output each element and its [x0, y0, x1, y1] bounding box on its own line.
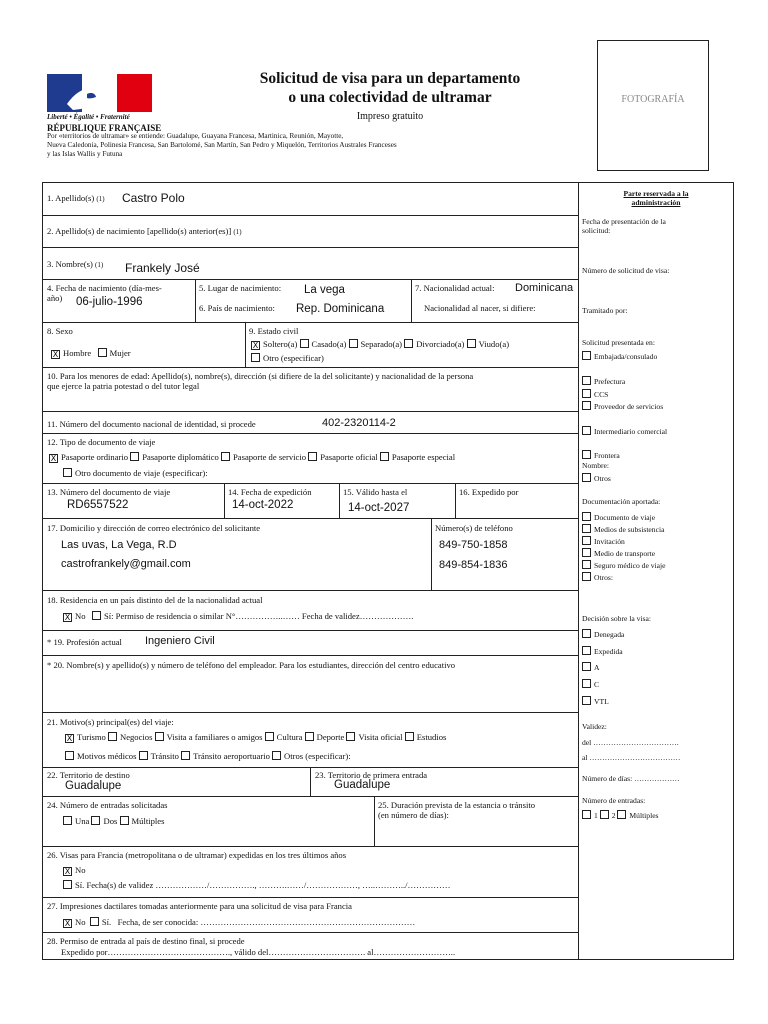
fingerprints-options: X No Sí. Fecha, de ser conocida: ………………………………………………………………… [64, 917, 416, 928]
field-26-label: 26. Visas para Francia (metropolitana o de ultramar) expedidas en los tres últimos años [47, 850, 347, 860]
page-title [220, 69, 560, 107]
single-checkbox[interactable]: X [252, 341, 259, 350]
admin-embassy-checkbox[interactable] [582, 351, 591, 360]
field-2-label: 2. Apellido(s) de nacimiento [apellido(s) anterior(es)] (1) [47, 226, 242, 236]
territories-note [47, 132, 397, 159]
territories-line-2: Nueva Caledonia, Polinesia Francesa, San Bartolomé, San Martín, San Pedro y Miquelón, Territorios Australes Franceses [47, 141, 397, 149]
admin-doc-means-checkbox[interactable] [582, 524, 591, 533]
admin-c-checkbox[interactable] [582, 679, 591, 688]
admin-ccs-checkbox[interactable] [582, 389, 591, 398]
sex-female-checkbox[interactable] [98, 348, 107, 357]
address-value[interactable]: Las uvas, La Vega, R.D [61, 539, 177, 551]
culture-checkbox[interactable] [265, 732, 274, 741]
other-status-label: Otro (especificar) [263, 353, 324, 363]
admin-doc-insurance-checkbox[interactable] [582, 560, 591, 569]
previous-visa-yes-checkbox[interactable] [63, 880, 72, 889]
admin-entries-1-checkbox[interactable] [582, 810, 591, 819]
medical-checkbox[interactable] [65, 751, 74, 760]
residence-yes-checkbox[interactable] [92, 611, 101, 620]
family-visit-checkbox[interactable] [155, 732, 164, 741]
republique-francaise-logo [47, 74, 162, 134]
admin-prefecture-checkbox[interactable] [582, 376, 591, 385]
field-18-label: 18. Residencia en un país distinto del de la nacionalidad actual [47, 595, 263, 605]
admin-vtl-checkbox[interactable] [582, 696, 591, 705]
previous-visa-no-checkbox[interactable]: X [64, 867, 71, 876]
field-16-label: 16. Expedido por [459, 487, 519, 497]
admin-doc-travel-checkbox[interactable] [582, 512, 591, 521]
admin-title: Parte reservada a la administración [623, 189, 689, 207]
admin-denied-checkbox[interactable] [582, 629, 591, 638]
official-passport-checkbox[interactable] [308, 452, 317, 461]
phone-1-value[interactable]: 849-750-1858 [439, 539, 508, 551]
residence-no-checkbox[interactable]: X [64, 613, 71, 622]
admin-submitted-label: Solicitud presentada en: [582, 338, 655, 347]
ordinary-passport-checkbox[interactable]: X [50, 454, 57, 463]
admin-entries-2-checkbox[interactable] [600, 810, 609, 819]
admin-entries-label: Número de entradas: [582, 796, 646, 805]
nationality-value[interactable]: Dominicana [515, 282, 574, 294]
document-type-options: X Pasaporte ordinario Pasaporte diplomático Pasaporte de servicio Pasaporte oficial Pasaporte especial [50, 452, 456, 463]
birth-date-value[interactable]: 06-julio-1996 [76, 296, 143, 308]
field-6-label: 6. País de nacimiento: [199, 303, 275, 313]
married-checkbox[interactable] [300, 339, 309, 348]
other-status-checkbox[interactable] [251, 353, 260, 362]
tourism-checkbox[interactable]: X [66, 734, 73, 743]
field-7-label: 7. Nacionalidad actual: [415, 283, 495, 293]
birth-country-value[interactable]: Rep. Dominicana [296, 303, 385, 315]
admin-doc-invite-checkbox[interactable] [582, 536, 591, 545]
admin-issued-checkbox[interactable] [582, 646, 591, 655]
admin-validity-from: del ……………………………. [582, 738, 679, 747]
nationality-birth-label: Nacionalidad al nacer, si difiere: [424, 303, 536, 313]
fingerprints-yes-checkbox[interactable] [90, 917, 99, 926]
photo-box [597, 40, 709, 171]
service-passport-checkbox[interactable] [221, 452, 230, 461]
surname-value[interactable]: Castro Polo [122, 191, 185, 205]
field-27-label: 27. Impresiones dactilares tomadas anteriormente para una solicitud de visa para Francia [47, 901, 352, 911]
civil-status-options: X Soltero(a) Casado(a) Separado(a) Divorciado(a) Viudo(a) [252, 339, 510, 350]
admin-validity-to: al ……………………………… [582, 753, 681, 762]
field-17-label: 17. Domicilio y dirección de correo electrónico del solicitante [47, 523, 261, 533]
field-15-label: 15. Válido hasta el [343, 487, 408, 497]
field-11-label: 11. Número del documento nacional de identidad, si procede [47, 419, 256, 429]
field-23-label: 23. Territorio de primera entrada [315, 770, 428, 780]
field-9-label: 9. Estado civil [249, 326, 299, 336]
admin-a-checkbox[interactable] [582, 662, 591, 671]
admin-provider-checkbox[interactable] [582, 401, 591, 410]
admin-intermediary-checkbox[interactable] [582, 426, 591, 435]
destination-value[interactable]: Guadalupe [65, 780, 122, 792]
admin-entries-multiple-checkbox[interactable] [617, 810, 626, 819]
transit-checkbox[interactable] [139, 751, 148, 760]
field-3-label: 3. Nombre(s) (1) [47, 259, 104, 269]
field-13-label: 13. Número del documento de viaje [47, 487, 171, 497]
admin-doc-other-checkbox[interactable] [582, 572, 591, 581]
business-checkbox[interactable] [108, 732, 117, 741]
issue-date-value[interactable]: 14-oct-2022 [232, 499, 294, 511]
divorced-checkbox[interactable] [404, 339, 413, 348]
admin-others-checkbox[interactable] [582, 473, 591, 482]
passport-number-value[interactable]: RD6557522 [67, 499, 129, 511]
residence-options: X No Sí: Permiso de residencia o similar N°……………..…… Fecha de validez………………. [64, 611, 414, 622]
purpose-options-row-1: X Turismo Negocios Visita a familiares o amigos Cultura Deporte Visita oficial Estudios [66, 732, 447, 743]
entries-multiple-checkbox[interactable] [120, 816, 129, 825]
diplomatic-passport-checkbox[interactable] [130, 452, 139, 461]
field-12-label: 12. Tipo de documento de viaje [47, 437, 156, 447]
other-document-label: Otro documento de viaje (especificar): [75, 468, 208, 478]
admin-handled-label: Tramitado por: [582, 306, 628, 315]
field-25-label: 25. Duración prevista de la estancia o tránsito (en número de días): [378, 800, 536, 820]
studies-checkbox[interactable] [405, 732, 414, 741]
field-14-label: 14. Fecha de expedición [228, 487, 312, 497]
given-names-value[interactable]: Frankely José [125, 261, 200, 275]
other-purpose-checkbox[interactable] [272, 751, 281, 760]
sex-male-checkbox[interactable]: X [52, 350, 59, 359]
separated-checkbox[interactable] [349, 339, 358, 348]
other-document-checkbox[interactable] [63, 468, 72, 477]
marianne-emblem-icon [47, 74, 152, 112]
field-1-label: 1. Apellido(s) (1) [47, 193, 105, 203]
birth-place-value[interactable]: La vega [304, 284, 345, 296]
airport-transit-checkbox[interactable] [181, 751, 190, 760]
admin-days-label: Número de días: ……………… [582, 774, 680, 783]
field-24-label: 24. Número de entradas solicitadas [47, 800, 168, 810]
valid-until-value[interactable]: 14-oct-2027 [348, 502, 410, 514]
field-8-label: 8. Sexo [47, 326, 73, 336]
special-passport-checkbox[interactable] [380, 452, 389, 461]
field-10-label: 10. Para los menores de edad: Apellido(s), nombre(s), dirección (si difiere de la del solicitante) y nacionalidad de la persona que ejerce la patria potestad o del tutor legal [47, 371, 474, 391]
photo-label: FOTOGRAFÍA [621, 94, 685, 105]
field-20-label: * 20. Nombre(s) y apellido(s) y número de teléfono del empleador. Para los estudiantes, dirección del centro educativo [47, 660, 456, 670]
admin-date-label: Fecha de presentación de la solicitud: [582, 217, 666, 235]
purpose-options-row-2: Motivos médicos Tránsito Tránsito aeroportuario Otros (especificar): [65, 751, 351, 761]
admin-number-label: Número de solicitud de visa: [582, 266, 670, 275]
title-line-1: Solicitud de visa para un departamento [259, 70, 521, 87]
sport-checkbox[interactable] [305, 732, 314, 741]
republic-label: RÉPUBLIQUE FRANÇAISE [47, 123, 162, 133]
first-entry-value[interactable]: Guadalupe [334, 779, 391, 791]
official-visit-checkbox[interactable] [346, 732, 355, 741]
email-value[interactable]: castrofrankely@gmail.com [61, 558, 191, 570]
entry-permit-line: Expedido por……………………………………., válido del……………………………. al……………………….. [61, 947, 456, 957]
sex-options: X Hombre Mujer [52, 348, 131, 359]
admin-doc-transport-checkbox[interactable] [582, 548, 591, 557]
phone-2-value[interactable]: 849-854-1836 [439, 559, 508, 571]
entries-two-checkbox[interactable] [91, 816, 100, 825]
title-line-2: o una colectividad de ultramar [288, 89, 492, 106]
fingerprints-no-checkbox[interactable]: X [64, 919, 71, 928]
admin-docs-label: Documentación aportada: [582, 497, 661, 506]
field-5-label: 5. Lugar de nacimiento: [199, 283, 282, 293]
territories-line-3: y las Islas Wallis y Futuna [47, 150, 123, 158]
admin-decision-label: Decisión sobre la visa: [582, 614, 651, 623]
admin-validity-label: Validez: [582, 722, 607, 731]
subtitle: Impreso gratuito [356, 111, 424, 122]
entries-one-checkbox[interactable] [63, 816, 72, 825]
admin-divider [578, 182, 579, 960]
motto: Liberté • Égalité • Fraternité [47, 113, 130, 121]
id-number-value[interactable]: 402-2320114-2 [322, 417, 396, 429]
field-22-label: 22. Territorio de destino [47, 770, 130, 780]
entries-options: Una Dos Múltiples [63, 816, 164, 826]
field-19-label: * 19. Profesión actual [47, 637, 122, 647]
phone-label: Número(s) de teléfono [435, 523, 513, 533]
field-28-label: 28. Permiso de entrada al país de destino final, si procede [47, 936, 245, 946]
widowed-checkbox[interactable] [467, 339, 476, 348]
admin-name-label: Nombre: [582, 461, 609, 470]
field-4-label: 4. Fecha de nacimiento (día-mes- año) [47, 283, 162, 303]
admin-entries-options: 1 2 Múltiples [582, 810, 659, 820]
territories-line-1: Por «territorios de ultramar» se entiende: Guadalupe, Guayana Francesa, Martinica, Reunión, Mayotte, [47, 132, 344, 140]
field-21-label: 21. Motivo(s) principal(es) del viaje: [47, 717, 174, 727]
admin-border-checkbox[interactable] [582, 450, 591, 459]
profession-value[interactable]: Ingeniero Civil [145, 635, 215, 647]
